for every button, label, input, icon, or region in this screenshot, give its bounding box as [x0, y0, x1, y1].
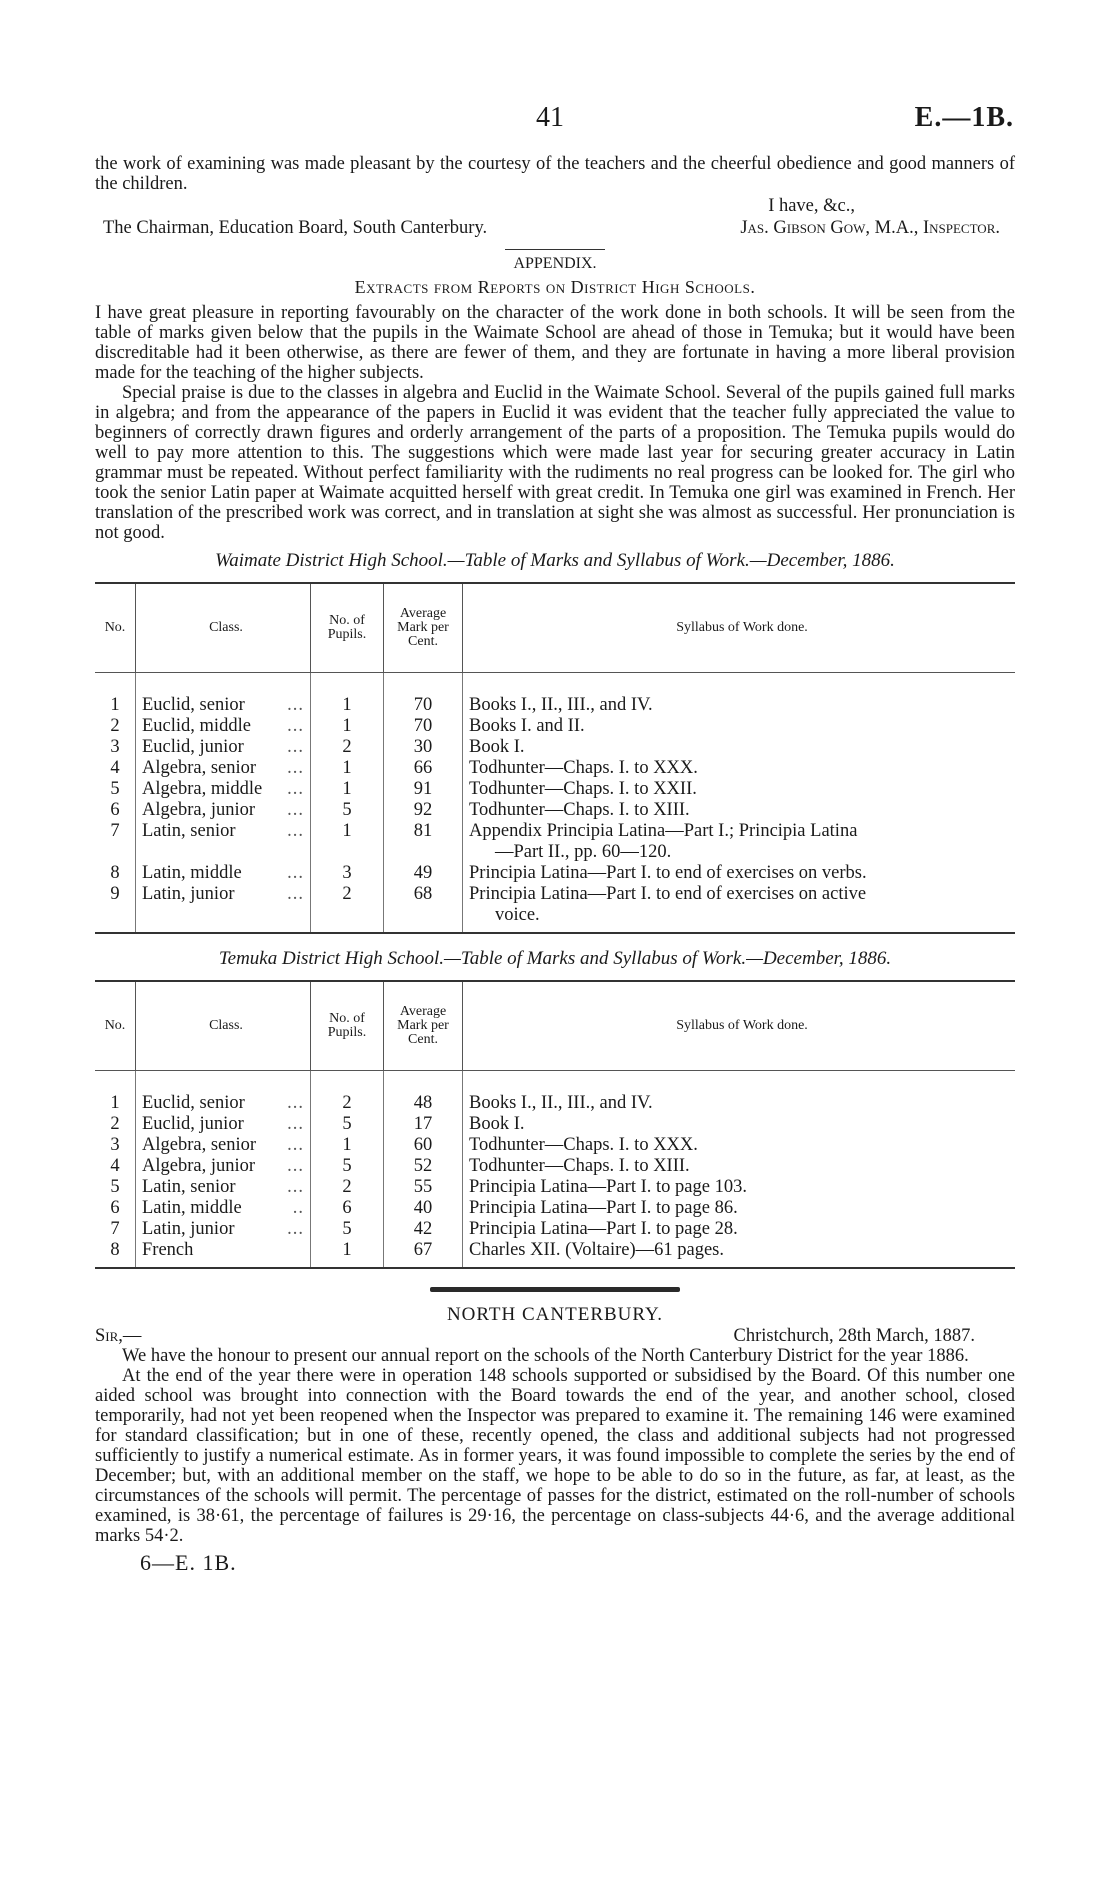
waimate-table-title: Waimate District High School.—Table of Marks and Syllabus of Work.—December, 1886. — [215, 550, 895, 571]
table-header-row — [95, 981, 1015, 1071]
header-syllabus: Syllabus of Work done. — [463, 583, 1016, 673]
north-canterbury-heading: NORTH CANTERBURY. — [446, 1304, 664, 1325]
temuka-table-title: Temuka District High School.—Table of Marks and Syllabus of Work.—December, 1886. — [218, 948, 892, 969]
north-paragraph-2: At the end of the year there were in operation 148 schools supported or subsidised by the Board. Of this number one aided school was brought into connection with the Board towards the end of the year, and another school, closed temporarily, had not yet been reopened when the Inspector was prepared to examine it. The remaining 146 were examined for standard classification; but in one of these, recently opened, the class and additional subjects had not progressed sufficiently to justify a numerical estimate. As in former years, it was found impossible to complete the series by the end of December; but, with an additional member on the staff, we hope to be able to do so in the future, as far, at least, as the circumstances of the schools will permit. The percentage of passes for the district, estimated on the roll-number of schools examined, is 38·61, the percentage of failures is 29·16, the percentage on class-subjects 44·6, and the average additional marks 54·2. — [95, 1366, 1015, 1546]
header-syllabus: Syllabus of Work done. — [463, 981, 1016, 1071]
table-row: 3 Algebra, senior ... 1 60 Todhunter—Chaps. I. to XXX. — [95, 1135, 1015, 1156]
appendix-subheading: Extracts from Reports on District High Schools. — [354, 277, 756, 297]
header-average: Average Mark per Cent. — [384, 981, 463, 1071]
place-date: Christchurch, 28th March, 1887. — [733, 1326, 975, 1346]
waimate-table — [95, 582, 1015, 934]
addressee: The Chairman, Education Board, South Canterbury. — [103, 218, 488, 238]
header-class: Class. — [136, 981, 311, 1071]
letter-close: I have, &c., — [768, 196, 855, 216]
table-row: 5 Algebra, middle ... 1 91 Todhunter—Chaps. I. to XXII. — [95, 779, 1015, 800]
waimate-rows — [95, 673, 1015, 934]
temuka-table — [95, 980, 1015, 1269]
table-row: 3 Euclid, junior ... 2 30 Book I. — [95, 737, 1015, 758]
table-row: 2 Euclid, middle ... 1 70 Books I. and II. — [95, 716, 1015, 737]
table-row: 2 Euclid, junior ... 5 17 Book I. — [95, 1114, 1015, 1135]
footer-signature: 6—E. 1B. — [140, 1550, 237, 1575]
page-content — [95, 154, 1015, 1576]
table-row: 8 Latin, middle ... 3 49 Principia Latina—Part I. to end of exercises on verbs. — [95, 863, 1015, 884]
table-row: 9 Latin, junior ... 2 68 Principia Latina—Part I. to end of exercises on active voice. — [95, 884, 1015, 933]
table-row: 6 Algebra, junior ... 5 92 Todhunter—Chaps. I. to XIII. — [95, 800, 1015, 821]
divider — [505, 249, 605, 250]
table-header-row — [95, 583, 1015, 673]
letter-close-line — [95, 196, 1015, 216]
paragraph-1: I have great pleasure in reporting favourably on the character of the work done in both schools. It will be seen from the table of marks given below that the pupils in the Waimate School are ahead of those in Temuka; but it would have been discreditable had it been otherwise, as there are fewer of them, and they are fortunate in having a more liberal provision made for the teaching of the higher subjects. — [95, 303, 1015, 383]
table-row: 6 Latin, middle .. 6 40 Principia Latina—Part I. to page 86. — [95, 1198, 1015, 1219]
header-pupils: No. of Pupils. — [311, 981, 384, 1071]
signature-line — [95, 218, 1015, 238]
table-row: 7 Latin, senior ... 1 81 Appendix Principia Latina—Part I.; Principia Latina —Part II., pp. 60—120. — [95, 821, 1015, 863]
table-row: 7 Latin, junior ... 5 42 Principia Latina—Part I. to page 28. — [95, 1219, 1015, 1240]
table-row: 4 Algebra, junior ... 5 52 Todhunter—Chaps. I. to XIII. — [95, 1156, 1015, 1177]
header-no: No. — [95, 583, 136, 673]
table-row: 1 Euclid, senior ... 2 48 Books I., II., III., and IV. — [95, 1093, 1015, 1114]
page-header — [0, 102, 1114, 142]
page-number: 41 — [536, 102, 564, 133]
header-average: Average Mark per Cent. — [384, 583, 463, 673]
salutation: Sir,— — [95, 1326, 142, 1346]
table-row: 8 French 1 67 Charles XII. (Voltaire)—61 pages. — [95, 1240, 1015, 1268]
north-paragraph-1: We have the honour to present our annual report on the schools of the North Canterbury District for the year 1886. — [122, 1346, 969, 1366]
header-no: No. — [95, 981, 136, 1071]
header-class: Class. — [136, 583, 311, 673]
ornamental-divider — [430, 1287, 680, 1292]
table-row: 4 Algebra, senior ... 1 66 Todhunter—Chaps. I. to XXX. — [95, 758, 1015, 779]
intro-paragraph: the work of examining was made pleasant by the courtesy of the teachers and the cheerful obedience and good manners of the children. — [95, 154, 1015, 194]
salutation-line — [95, 1326, 1015, 1346]
header-pupils: No. of Pupils. — [311, 583, 384, 673]
temuka-rows — [95, 1071, 1015, 1269]
table-row: 5 Latin, senior ... 2 55 Principia Latina—Part I. to page 103. — [95, 1177, 1015, 1198]
appendix-heading: APPENDIX. — [513, 255, 597, 272]
signatory: Jas. Gibson Gow, M.A., Inspector. — [740, 218, 1000, 238]
page-reference: E.—1B. — [914, 102, 1014, 133]
table-row: 1 Euclid, senior ... 1 70 Books I., II., III., and IV. — [95, 695, 1015, 716]
paragraph-2: Special praise is due to the classes in algebra and Euclid in the Waimate School. Several of the pupils gained full marks in algebra; and from the appearance of the papers in Euclid it was evident that the teacher fully appreciated the value to beginners of correctly drawn figures and orderly arrangement of the parts of a proposition. The Temuka pupils would do well to pay more attention to this. The suggestions which were made last year for securing greater accuracy in Latin grammar must be repeated. Without perfect familiarity with the rudiments no real progress can be looked for. The girl who took the senior Latin paper at Waimate acquitted herself with great credit. In Temuka one girl was examined in French. Her translation of the prescribed work was correct, and in translation at sight she was almost as successful. Her pronunciation is not good. — [95, 383, 1015, 543]
